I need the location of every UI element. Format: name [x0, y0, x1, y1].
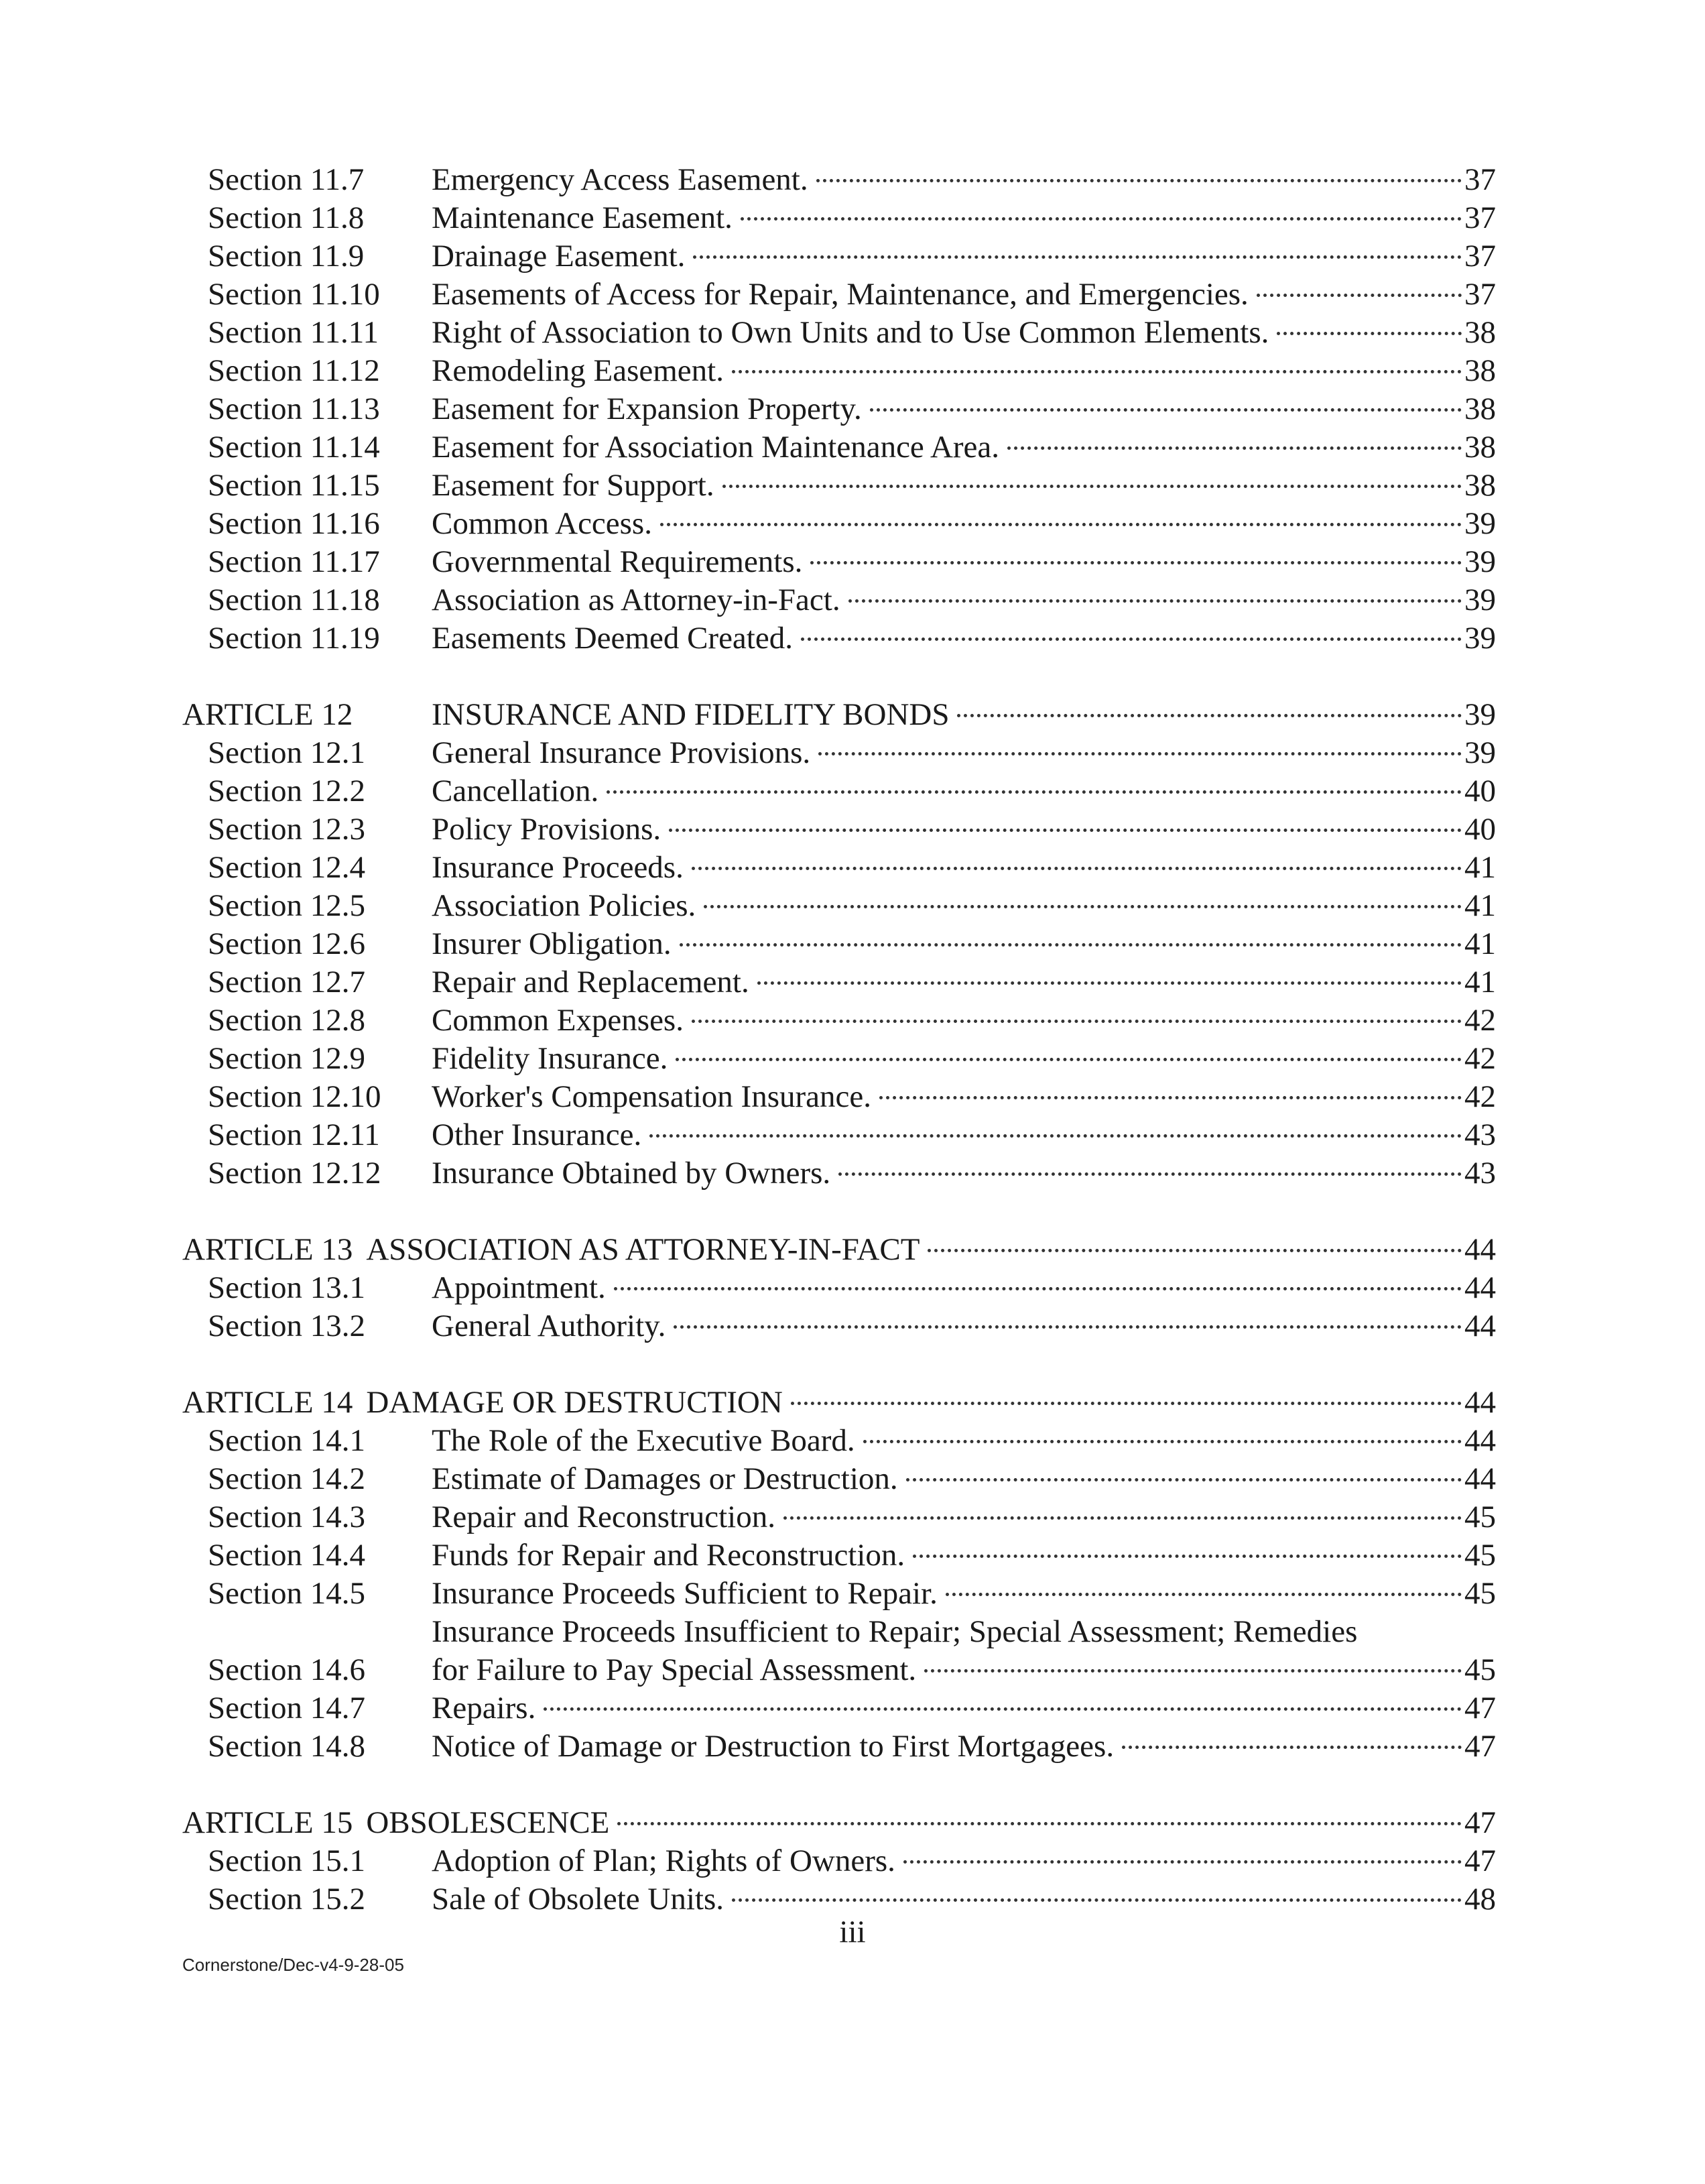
- toc-section-row: [182, 161, 1496, 199]
- toc-section-row: [182, 1116, 1496, 1154]
- section-title: General Authority.: [432, 1309, 666, 1343]
- page-ref: 40: [1464, 812, 1496, 847]
- page-ref: 41: [1464, 850, 1496, 885]
- section-title: Easement for Expansion Property.: [432, 391, 862, 426]
- page-ref: 39: [1464, 735, 1496, 770]
- page-ref: 37: [1464, 277, 1496, 312]
- toc-section-row: [182, 925, 1496, 963]
- page-ref: 38: [1464, 315, 1496, 350]
- dot-leader: [863, 1440, 1462, 1443]
- section-title: Repairs.: [432, 1691, 536, 1725]
- section-number: Section 14.2: [208, 1461, 365, 1496]
- section-title: Estimate of Damages or Destruction.: [432, 1461, 898, 1496]
- page-ref: 45: [1464, 1538, 1496, 1573]
- toc-section-row: [182, 1040, 1496, 1078]
- page-ref: 42: [1464, 1003, 1496, 1038]
- page-ref: 47: [1464, 1843, 1496, 1878]
- section-number: Section 11.12: [208, 353, 380, 388]
- dot-leader: [617, 1822, 1462, 1825]
- section-title: General Insurance Provisions.: [432, 735, 811, 770]
- section-number: Section 14.3: [208, 1500, 365, 1534]
- dot-leader: [816, 179, 1462, 182]
- section-number: Section 11.17: [208, 544, 380, 579]
- section-number: Section 11.16: [208, 506, 380, 541]
- toc-section-row: [182, 1422, 1496, 1460]
- dot-leader: [732, 1898, 1462, 1902]
- page-ref: 45: [1464, 1652, 1496, 1687]
- toc-section-row: [182, 1536, 1496, 1575]
- page-ref: 44: [1464, 1309, 1496, 1343]
- section-title: Appointment.: [432, 1270, 606, 1305]
- dot-leader: [818, 752, 1462, 755]
- dot-leader: [660, 523, 1462, 526]
- page-ref: 47: [1464, 1691, 1496, 1725]
- section-number: Section 12.8: [208, 1003, 365, 1038]
- toc-section-row: [182, 390, 1496, 428]
- section-title: Sale of Obsolete Units.: [432, 1882, 724, 1917]
- page-ref: 39: [1464, 621, 1496, 656]
- toc-section-row: [182, 1307, 1496, 1345]
- section-number: Section 11.18: [208, 583, 380, 617]
- page-number: iii: [839, 1915, 866, 1949]
- toc-section-row: [182, 963, 1496, 1002]
- page-ref: 45: [1464, 1576, 1496, 1611]
- dot-leader: [692, 1020, 1462, 1023]
- section-title: Common Expenses.: [432, 1003, 684, 1038]
- page-ref: 42: [1464, 1041, 1496, 1076]
- section-title: Worker's Compensation Insurance.: [432, 1079, 871, 1114]
- page-ref: 37: [1464, 200, 1496, 235]
- toc-section-row: [182, 849, 1496, 887]
- dot-leader: [1277, 332, 1462, 335]
- dot-leader: [957, 714, 1462, 717]
- page-ref: 41: [1464, 965, 1496, 999]
- page-ref: 44: [1464, 1423, 1496, 1458]
- page-ref: 41: [1464, 926, 1496, 961]
- dot-leader: [732, 370, 1462, 373]
- toc-section-row: [182, 619, 1496, 658]
- dot-leader: [913, 1555, 1462, 1558]
- section-title: Maintenance Easement.: [432, 200, 733, 235]
- section-number: Section 11.15: [208, 468, 380, 503]
- dot-leader: [674, 1325, 1462, 1329]
- section-number: Section 11.13: [208, 391, 380, 426]
- section-title: Notice of Damage or Destruction to First Mortgagees.: [432, 1729, 1115, 1764]
- section-title-continued: for Failure to Pay Special Assessment.: [432, 1652, 917, 1687]
- section-number: Section 12.9: [208, 1041, 365, 1076]
- toc-section-row: [182, 1498, 1496, 1536]
- dot-leader: [1007, 446, 1462, 450]
- section-number: Section 14.8: [208, 1729, 365, 1764]
- toc-section-row: [182, 1689, 1496, 1727]
- section-number: Section 11.9: [208, 239, 365, 274]
- section-title: Right of Association to Own Units and to Use Common Elements.: [432, 315, 1269, 350]
- section-title: Adoption of Plan; Rights of Owners.: [432, 1843, 895, 1878]
- section-number: Section 13.2: [208, 1309, 365, 1343]
- page-ref: 43: [1464, 1117, 1496, 1152]
- dot-leader: [946, 1593, 1462, 1596]
- page-ref: 37: [1464, 162, 1496, 197]
- section-title: Easement for Support.: [432, 468, 714, 503]
- page-ref: 40: [1464, 774, 1496, 808]
- section-title: Common Access.: [432, 506, 652, 541]
- toc-article-row: [182, 1231, 1496, 1269]
- section-title: Repair and Reconstruction.: [432, 1500, 775, 1534]
- page-ref: 37: [1464, 239, 1496, 274]
- dot-leader: [1257, 294, 1462, 297]
- toc-section-row: [182, 1575, 1496, 1613]
- page-ref: 48: [1464, 1882, 1496, 1917]
- section-title: Association Policies.: [432, 888, 696, 923]
- page-ref: 38: [1464, 468, 1496, 503]
- section-title: Insurance Proceeds Sufficient to Repair.: [432, 1576, 938, 1611]
- section-number: Section 14.4: [208, 1538, 365, 1573]
- dot-leader: [692, 867, 1462, 870]
- page-ref: 38: [1464, 353, 1496, 388]
- dot-leader: [614, 1287, 1462, 1290]
- section-title: Association as Attorney-in-Fact.: [432, 583, 840, 617]
- section-number: Section 12.3: [208, 812, 365, 847]
- article-title: ASSOCIATION AS ATTORNEY-IN-FACT: [366, 1232, 920, 1267]
- page-ref: 38: [1464, 391, 1496, 426]
- dot-leader: [903, 1860, 1462, 1864]
- toc-article-row: [182, 1804, 1496, 1842]
- dot-leader: [757, 981, 1462, 985]
- section-title: The Role of the Executive Board.: [432, 1423, 855, 1458]
- dot-leader: [680, 943, 1462, 947]
- dot-leader: [544, 1707, 1462, 1711]
- page-ref: 39: [1464, 544, 1496, 579]
- section-number: Section 14.5: [208, 1576, 365, 1611]
- dot-leader: [693, 255, 1462, 259]
- section-title: Policy Provisions.: [432, 812, 661, 847]
- section-number: Section 12.2: [208, 774, 365, 808]
- dot-leader: [791, 1402, 1462, 1405]
- article-title: DAMAGE OR DESTRUCTION: [366, 1385, 783, 1420]
- dot-leader: [928, 1249, 1462, 1252]
- article-number: ARTICLE 13: [182, 1232, 353, 1267]
- section-title: Insurance Proceeds.: [432, 850, 684, 885]
- toc-section-row: [182, 1880, 1496, 1919]
- section-number: Section 12.1: [208, 735, 365, 770]
- dot-leader: [879, 1096, 1462, 1099]
- page-ref: 39: [1464, 697, 1496, 732]
- page-ref: 41: [1464, 888, 1496, 923]
- dot-leader: [924, 1669, 1462, 1673]
- section-number: Section 14.1: [208, 1423, 365, 1458]
- section-title: Repair and Replacement.: [432, 965, 749, 999]
- toc-section-row: [182, 505, 1496, 543]
- article-title: OBSOLESCENCE: [366, 1805, 610, 1840]
- page-ref: 39: [1464, 506, 1496, 541]
- page-ref: 44: [1464, 1270, 1496, 1305]
- section-title: Funds for Repair and Reconstruction.: [432, 1538, 905, 1573]
- page-ref: 38: [1464, 430, 1496, 465]
- toc-section-row: [182, 237, 1496, 276]
- section-title: Easements Deemed Created.: [432, 621, 793, 656]
- page-ref: 42: [1464, 1079, 1496, 1114]
- dot-leader: [870, 408, 1462, 412]
- article-number: ARTICLE 12: [182, 697, 353, 732]
- section-number: Section 11.11: [208, 315, 379, 350]
- section-number: Section 12.12: [208, 1156, 381, 1191]
- dot-leader: [783, 1516, 1462, 1520]
- page-ref: 45: [1464, 1500, 1496, 1534]
- toc-article-row: [182, 696, 1496, 734]
- toc-section-row: [182, 467, 1496, 505]
- page-ref: 43: [1464, 1156, 1496, 1191]
- page-ref: 44: [1464, 1232, 1496, 1267]
- page-ref: 44: [1464, 1385, 1496, 1420]
- document-id: Cornerstone/Dec-v4-9-28-05: [182, 1955, 404, 1975]
- dot-leader: [607, 790, 1462, 794]
- dot-leader: [649, 1134, 1462, 1138]
- toc-section-row: [182, 1269, 1496, 1307]
- article-number: ARTICLE 15: [182, 1805, 353, 1840]
- dot-leader: [669, 829, 1462, 832]
- section-title: Drainage Easement.: [432, 239, 686, 274]
- section-number: Section 14.7: [208, 1691, 365, 1725]
- toc-section-row: [182, 428, 1496, 467]
- toc-section-row: [182, 1078, 1496, 1116]
- page-ref: 47: [1464, 1805, 1496, 1840]
- section-title: Insurer Obligation.: [432, 926, 672, 961]
- dot-leader: [741, 217, 1462, 221]
- article-number: ARTICLE 14: [182, 1385, 353, 1420]
- toc-section-row: [182, 581, 1496, 619]
- section-number: Section 12.10: [208, 1079, 381, 1114]
- section-title: Insurance Proceeds Insufficient to Repair; Special Assessment; Remedies: [432, 1614, 1358, 1649]
- toc-section-row: [182, 734, 1496, 772]
- toc-section-row: [182, 772, 1496, 810]
- section-number: Section 12.4: [208, 850, 365, 885]
- section-number: Section 12.5: [208, 888, 365, 923]
- toc-section-row: [182, 887, 1496, 925]
- section-number: Section 13.1: [208, 1270, 365, 1305]
- section-number: Section 11.10: [208, 277, 380, 312]
- toc-section-row: [182, 543, 1496, 581]
- section-number: Section 12.11: [208, 1117, 380, 1152]
- section-number: Section 11.14: [208, 430, 380, 465]
- toc-section-row: [182, 199, 1496, 237]
- toc-section-row: [182, 1613, 1496, 1689]
- section-title: Other Insurance.: [432, 1117, 642, 1152]
- page-ref: 44: [1464, 1461, 1496, 1496]
- dot-leader: [704, 905, 1462, 908]
- toc-section-row: [182, 352, 1496, 390]
- dot-leader: [848, 599, 1462, 603]
- section-number: Section 15.1: [208, 1843, 365, 1878]
- table-of-contents: [182, 161, 1496, 1919]
- section-number: Section 12.6: [208, 926, 365, 961]
- toc-section-row: [182, 1002, 1496, 1040]
- toc-section-row: [182, 314, 1496, 352]
- toc-section-row: [182, 1842, 1496, 1880]
- section-number: Section 11.7: [208, 162, 365, 197]
- dot-leader: [801, 638, 1462, 641]
- section-number: Section 14.6: [208, 1652, 365, 1687]
- dot-leader: [810, 561, 1462, 564]
- section-number: Section 11.19: [208, 621, 380, 656]
- section-title: Insurance Obtained by Owners.: [432, 1156, 831, 1191]
- section-title: Easement for Association Maintenance Area.: [432, 430, 1000, 465]
- toc-section-row: [182, 1154, 1496, 1193]
- section-title: Emergency Access Easement.: [432, 162, 808, 197]
- dot-leader: [722, 485, 1462, 488]
- dot-leader: [906, 1478, 1462, 1481]
- section-title: Remodeling Easement.: [432, 353, 724, 388]
- article-title: INSURANCE AND FIDELITY BONDS: [432, 697, 950, 732]
- section-title: Cancellation.: [432, 774, 599, 808]
- section-number: Section 12.7: [208, 965, 365, 999]
- section-title: Easements of Access for Repair, Maintenance, and Emergencies.: [432, 277, 1249, 312]
- page-ref: 39: [1464, 583, 1496, 617]
- section-title: Governmental Requirements.: [432, 544, 803, 579]
- dot-leader: [1122, 1746, 1462, 1749]
- toc-section-row: [182, 810, 1496, 849]
- toc-section-row: [182, 1460, 1496, 1498]
- section-number: Section 11.8: [208, 200, 365, 235]
- toc-article-row: [182, 1384, 1496, 1422]
- toc-section-row: [182, 276, 1496, 314]
- dot-leader: [676, 1058, 1462, 1061]
- toc-section-row: [182, 1727, 1496, 1766]
- dot-leader: [838, 1172, 1462, 1176]
- section-title: Fidelity Insurance.: [432, 1041, 668, 1076]
- section-number: Section 15.2: [208, 1882, 365, 1917]
- page-ref: 47: [1464, 1729, 1496, 1764]
